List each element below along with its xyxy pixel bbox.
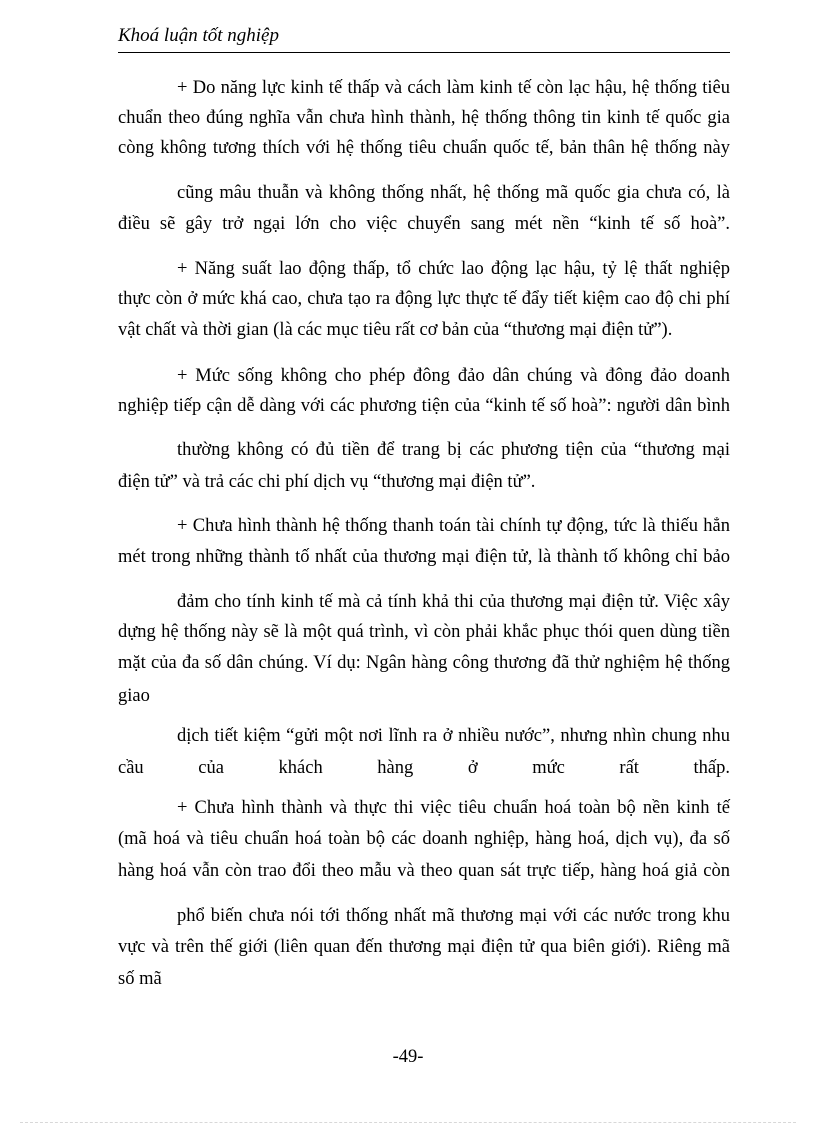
text-line: giao bbox=[118, 686, 150, 706]
text-line: chuẩn theo đúng nghĩa vẫn chưa hình thành, hệ thống thông tin kinh tế quốc gia bbox=[118, 108, 730, 128]
text-line: thực còn ở mức khá cao, chưa tạo ra động lực thực tế đẩy tiết kiệm cao độ chi phí bbox=[118, 289, 730, 309]
text-line: phổ biến chưa nói tới thống nhất mã thương mại với các nước trong khu bbox=[177, 906, 730, 926]
text-line: dịch tiết kiệm “gửi một nơi lĩnh ra ở nhiều nước”, nhưng nhìn chung nhu bbox=[177, 726, 730, 746]
text-line: điện tử” và trả các chi phí dịch vụ “thương mại điện tử”. bbox=[118, 472, 536, 492]
text-line: + Do năng lực kinh tế thấp và cách làm kinh tế còn lạc hậu, hệ thống tiêu bbox=[177, 78, 730, 98]
text-line: + Mức sống không cho phép đông đảo dân chúng và đông đảo doanh bbox=[177, 366, 730, 386]
text-line: thường không có đủ tiền để trang bị các phương tiện của “thương mại bbox=[177, 440, 730, 460]
text-line: + Chưa hình thành hệ thống thanh toán tài chính tự động, tức là thiếu hẳn bbox=[177, 516, 730, 536]
text-line: + Năng suất lao động thấp, tổ chức lao động lạc hậu, tỷ lệ thất nghiệp bbox=[177, 259, 730, 279]
text-line: số mã bbox=[118, 969, 162, 989]
text-line: mặt của đa số dân chúng. Ví dụ: Ngân hàng công thương đã thử nghiệm hệ thống bbox=[118, 653, 730, 673]
text-line: vật chất và thời gian (là các mục tiêu rất cơ bản của “thương mại điện tử”). bbox=[118, 320, 673, 340]
page-number: -49- bbox=[392, 1047, 424, 1067]
text-line: + Chưa hình thành và thực thi việc tiêu chuẩn hoá toàn bộ nền kinh tế bbox=[177, 798, 730, 818]
text-line: nghiệp tiếp cận dễ dàng với các phương tiện của “kinh tế số hoà”: người dân bình bbox=[118, 396, 730, 416]
text-line: dựng hệ thống này sẽ là một quá trình, vì còn phải khắc phục thói quen dùng tiền bbox=[118, 622, 730, 642]
text-line: cầu của khách hàng ở mức rất thấp. bbox=[118, 758, 730, 778]
text-line: còng không tương thích với hệ thống tiêu chuẩn quốc tế, bản thân hệ thống này bbox=[118, 138, 730, 158]
page-header bbox=[118, 24, 730, 53]
text-line: điều sẽ gây trở ngại lớn cho việc chuyển sang mét nền “kinh tế số hoà”. bbox=[118, 214, 730, 234]
text-line: (mã hoá và tiêu chuẩn hoá toàn bộ các doanh nghiệp, hàng hoá, dịch vụ), đa số bbox=[118, 829, 730, 849]
text-line: hàng hoá vẫn còn trao đổi theo mẫu và theo quan sát trực tiếp, hàng hoá giả còn bbox=[118, 861, 730, 881]
header-title: Khoá luận tốt nghiệp bbox=[118, 25, 279, 46]
text-line: mét trong những thành tố nhất của thương mại điện tử, là thành tố không chỉ bảo bbox=[118, 547, 730, 567]
text-line: vực và trên thế giới (liên quan đến thương mại điện tử qua biên giới). Riêng mã bbox=[118, 937, 730, 957]
text-line: cũng mâu thuẫn và không thống nhất, hệ thống mã quốc gia chưa có, là bbox=[177, 183, 730, 203]
text-line: đảm cho tính kinh tế mà cả tính khả thi của thương mại điện tử. Việc xây bbox=[177, 592, 730, 612]
